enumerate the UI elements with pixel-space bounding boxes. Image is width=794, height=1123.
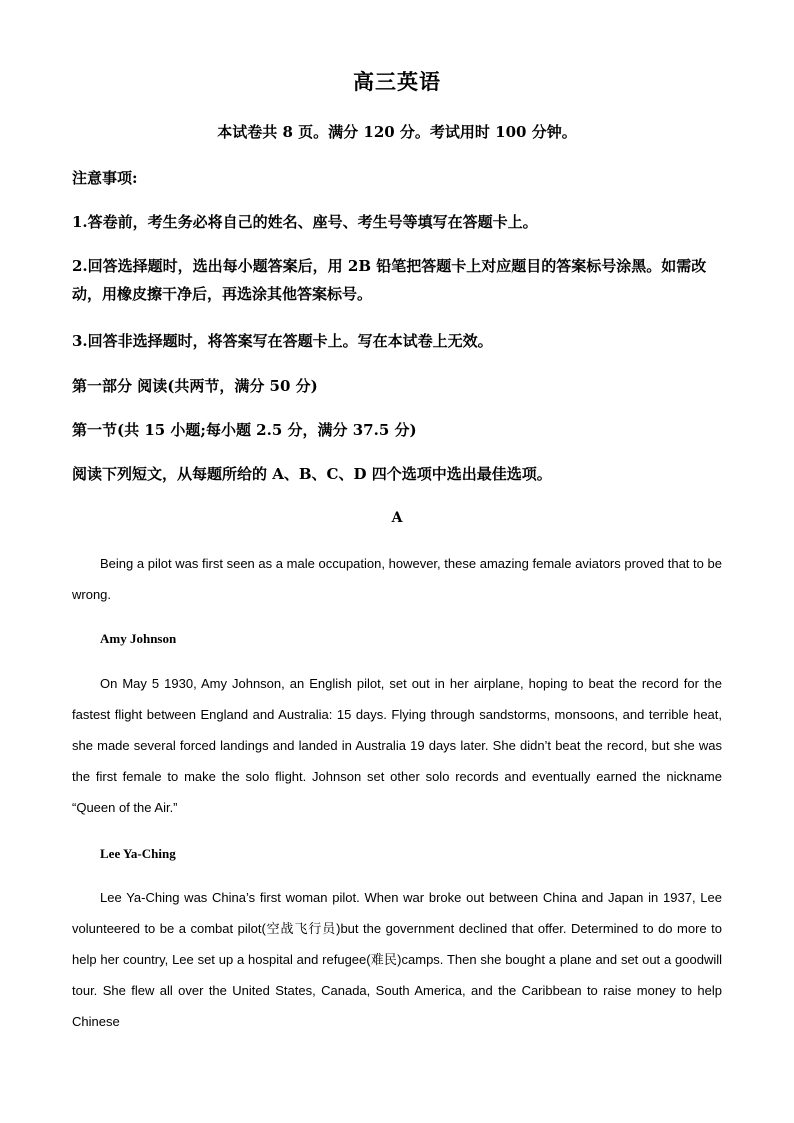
note-item-2: 2.回答选择题时，选出每小题答案后，用 2B 铅笔把答题卡上对应题目的答案标号涂黑。如需改动，用橡皮擦干净后，再选涂其他答案标号。 bbox=[72, 257, 707, 303]
note-item-3: 3.回答非选择题时，将答案写在答题卡上。写在本试卷上无效。 bbox=[72, 332, 493, 350]
section-heading-amy-johnson: Amy Johnson bbox=[100, 631, 177, 646]
lee-ya-ching-paragraph: Lee Ya-Ching was China’s first woman pilot. When war broke out between China and Japan in 1937, Lee volunteered to be a combat pilot(空战飞行员)but the government declined that offer. Determined to do more to help her country, Lee set up a hospital and refugee(难民)camps. Then she bought a plane and set out a goodwill tour. She flew all over the United States, Canada, South America, and the Caribbean to raise money to help Chinese bbox=[72, 890, 722, 1029]
section-heading: 第一节(共 15 小题;每小题 2.5 分，满分 37.5 分) bbox=[72, 421, 417, 439]
notes-heading: 注意事项: bbox=[72, 169, 138, 187]
section-heading-lee-ya-ching: Lee Ya-Ching bbox=[100, 846, 176, 861]
reading-instruction: 阅读下列短文，从每题所给的 A、B、C、D 四个选项中选出最佳选项。 bbox=[72, 465, 552, 483]
part-heading: 第一部分 阅读(共两节，满分 50 分) bbox=[72, 377, 318, 395]
page-title: 高三英语 bbox=[353, 69, 441, 94]
passage-label: A bbox=[391, 510, 403, 526]
note-item-1: 1.答卷前，考生务必将自己的姓名、座号、考生号等填写在答题卡上。 bbox=[72, 213, 538, 231]
passage-intro: Being a pilot was first seen as a male occupation, however, these amazing female aviators proved that to be wrong. bbox=[72, 556, 722, 602]
amy-johnson-paragraph: On May 5 1930, Amy Johnson, an English pilot, set out in her airplane, hoping to beat the record for the fastest flight between England and Australia: 15 days. Flying through sandstorms, monsoons, and terrible heat, she made several forced landings and landed in Australia 19 days later. She didn’t beat the record, but she was the first female to make the solo flight. Johnson set other solo records and eventually earned the nickname “Queen of the Air.” bbox=[72, 676, 722, 815]
exam-info: 本试卷共 8 页。满分 120 分。考试用时 100 分钟。 bbox=[217, 123, 577, 141]
